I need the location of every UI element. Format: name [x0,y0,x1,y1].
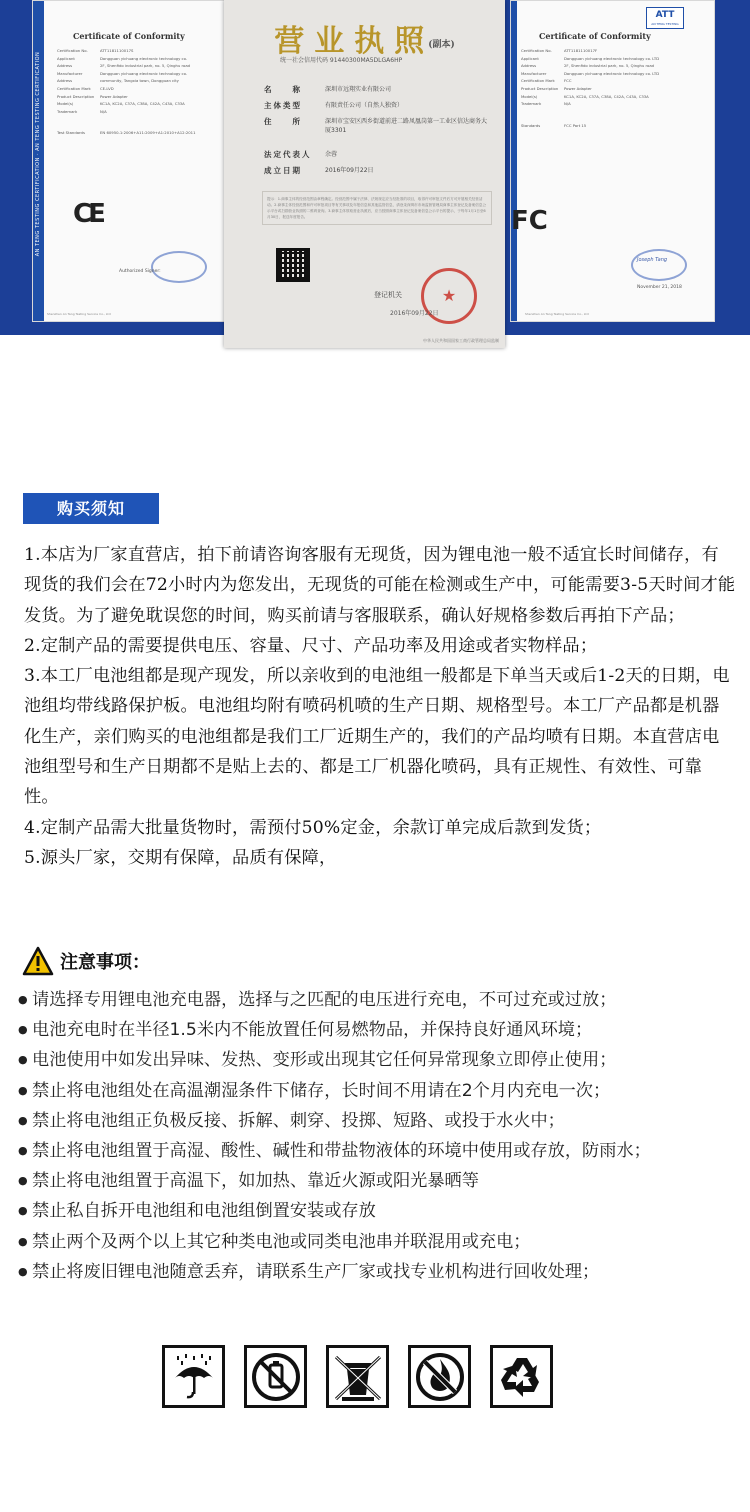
qr-code-icon [276,248,310,282]
field-value: Dongguan yichuang electronic technology co. LTD [564,55,660,61]
att-logo [646,7,684,29]
standards-label: Test Standards [57,130,85,136]
purchase-note-item: 1.本店为厂家直营店，拍下前请咨询客服有无现货，因为锂电池一般不适宜长时间储存，有现货的我们会在72小时内为您发出，无现货的可能在检测或生产中，可能需要3-5天时间才能发货。为了避免耽误您的时间，购买前请与客服联系，确认好规格参数后再拍下产品； [24,545,736,626]
caution-text: 禁止两个及两个以上其它种类电池或同类电池串并联混用或充电； [32,1231,531,1252]
caution-item [18,1196,744,1226]
caution-item [18,985,744,1015]
caution-list [18,985,744,1287]
field-value: N/A [100,108,107,114]
bullet-icon: ● [18,1113,28,1127]
license-field-label: 成立日期 [264,166,302,175]
field-label: Address [57,63,73,69]
bullet-icon: ● [18,1234,28,1248]
field-label: Address [57,78,73,84]
caution-item [18,1076,744,1106]
license-registrar: 登记机关 [374,291,402,299]
att-logo-sub: AN TENG TESTING [651,22,679,26]
license-fields [264,82,491,179]
fcc-mark-logo: FC [511,206,548,236]
license-title-sub: (副本) [428,39,455,50]
field-value: N/A [564,101,571,107]
license-field-row [264,82,491,98]
field-value: community, Tangxia town, Dongguan city [100,78,179,84]
caution-item [18,1136,744,1166]
warning-icon [22,946,54,976]
certificate-field-row [521,47,706,55]
purchase-note-item: 4.定制产品需大批量货物时，需预付50%定金，余款订单完成后款到发货； [24,817,602,838]
certificate-field-row [521,77,706,85]
safety-icons [162,1345,553,1408]
field-label: Product Description [521,85,559,91]
caution-heading [22,946,150,976]
field-value: Dongguan yichuang electronic technology co. [100,70,188,76]
field-label: Certification No. [521,48,552,53]
field-value: 2F, Shenfido industrial park, no. 5, Qinghu road [100,63,191,69]
certificate-field-row [521,70,706,78]
purchase-note-item: 2.定制产品的需要提供电压、容量、尺寸、产品功率及用途或者实物样品； [24,635,598,656]
license-field-row [264,147,491,163]
certificate-stamp [151,251,207,283]
field-label: Trademark [57,108,78,114]
bullet-icon: ● [18,1053,28,1067]
keep-dry-icon [162,1345,225,1408]
license-field-row [264,98,491,114]
bullet-icon: ● [18,1204,28,1218]
field-label: Address [521,63,537,69]
purchase-notes [24,540,736,873]
field-value: Power Adapter [100,93,128,99]
license-field-value: 余蓉 [325,151,338,158]
field-value: 2F, Shenfido industrial park, no. 5, Qinghu road [564,63,655,69]
bullet-icon: ● [18,1264,28,1278]
license-field-label: 名 称 [264,85,302,94]
field-label: Product Description [57,93,95,99]
license-field-row [264,114,491,135]
license-footer: 中华人民共和国国家工商行政管理总局监制 [423,338,499,343]
caution-item [18,1257,744,1287]
caution-text: 禁止将废旧锂电池随意丢弃，请联系生产厂家或找专业机构进行回收处理； [32,1261,600,1282]
certificate-title: Certificate of Conformity [73,31,185,41]
field-label: Trademark [521,101,542,107]
certificate-field-row [521,85,706,93]
certificate-fields [521,47,706,129]
license-field-row [264,163,491,179]
bullet-icon: ● [18,1023,28,1037]
bullet-icon: ● [18,1144,28,1158]
signer-label: Authorized Signer: [119,269,161,274]
caution-text: 禁止将电池组置于高温下，如加热、靠近火源或阳光暴晒等 [32,1171,479,1192]
certificate-field-row [57,108,228,116]
field-value: ATT1181110017F [564,48,598,53]
certificate-footer: Shenzhen An Teng Testing Service Co., Ltd [47,312,111,316]
certificate-field-row [57,77,228,85]
certificate-field-row [57,55,228,63]
certificate-side-strip [33,1,44,321]
license-credit-code: 统一社会信用代码 91440300MA5DLGA6HP [280,57,403,64]
field-value: CE-LVD [100,85,114,91]
no-trash-bin-icon [326,1345,389,1408]
certificate-field-row [57,47,228,55]
license-date: 2016年09月22日 [390,310,439,317]
caution-item [18,1015,744,1045]
certificate-standards-row [57,129,228,137]
purchase-note-item: 3.本工厂电池组都是现产现发，所以亲收到的电池组一般都是下单当天或后1-2天的日期，电池组均带线路保护板。电池组均附有喷码机喷的生产日期、规格型号。本工厂产品都是机器化生产，亲们购买的电池组都是我们工厂近期生产的，我们的产品均喷有日期。本直营店电池组型号和生产日期都不是贴上去的、都是工厂机器化喷码，具有正规性、有效性、可靠性。 [24,666,730,808]
certificate-field-row [521,93,706,101]
field-value: Dongguan yichuang electronic technology co. [100,55,188,61]
att-logo-text: ATT [655,10,675,20]
caution-title: 注意事项： [60,952,150,973]
caution-text: 禁止将电池组置于高湿、酸性、碱性和带盐物液体的环境中使用或存放，防雨水； [32,1141,651,1162]
official-seal-icon: ★ [421,268,477,324]
standards-value: EN 60950-1:2006+A11:2009+A1:2010+A12:2011 [100,130,196,136]
purchase-note-item: 5.源头厂家，交期有保障，品质有保障， [24,847,337,868]
ce-certificate [32,0,237,322]
license-field-label: 主体类型 [264,101,302,110]
field-label: Manufacturer [57,70,83,76]
bullet-icon: ● [18,993,28,1006]
bullet-icon: ● [18,1083,28,1097]
field-label: Certification No. [57,48,88,53]
certificate-field-row [57,100,228,108]
standards-label: Standards [521,122,541,128]
caution-item [18,1106,744,1136]
caution-text: 禁止将电池组正负极反接、拆解、刺穿、投掷、短路、或投于水火中； [32,1110,565,1131]
caution-text: 禁止私自拆开电池组和电池组倒置安装或存放 [32,1201,376,1222]
business-license [224,0,505,348]
caution-item [18,1227,744,1257]
field-label: Model(s) [57,101,74,107]
field-label: Applicant [57,55,75,61]
certificates-banner [0,0,750,343]
certificate-stamp [631,249,687,281]
caution-text: 禁止将电池组处在高温潮湿条件下储存，长时间不用请在2个月内充电一次； [32,1080,611,1101]
signer-name: Joseph Tang [637,257,668,263]
field-value: Power Adapter [564,85,592,91]
certificate-side-strip [511,1,517,321]
caution-text: 电池使用中如发出异味、发热、变形或出现其它任何异常现象立即停止使用； [32,1050,617,1071]
certificate-footer: Shenzhen An Teng Testing Service Co., Ltd [525,312,589,316]
field-value: Dongguan yichuang electronic technology co. LTD [564,70,660,76]
recycle-icon [490,1345,553,1408]
field-value: KC1A, KC2A, C37A, C38A, C42A, C43A, C33A [100,101,185,107]
license-field-value: 有限责任公司（自然人独资） [325,102,404,109]
license-field-label: 法定代表人 [264,150,312,159]
license-title-text: 营业执照 [274,24,435,59]
certificate-field-row [521,100,706,108]
field-value: KC1A, KC2A, C37A, C38A, C42A, C43A, C33A [564,93,649,99]
ce-mark-logo: CE [73,199,102,229]
license-fine-print: 提示：1.商事主体的经营范围由章程确定。经营范围中属于法律、法规规定应当经批准的项目，取得许可审批文件后方可开展相关经营活动。2.商事主体经营范围和许可审批项目等有关事项及年报信息和其他监管信息，请登录深圳市市场监督管理局商事主体登记及备案信息公示平台或扫描营业执照的二维码查询。3.商事主体领取营业执照后，应当按照商事主体登记及备案信息公示平台的提示，于每年1月1日至6月30日，报送年度报告。 [262,191,492,225]
certificate-field-row [57,85,228,93]
signer-date: November 21, 2018 [637,285,682,290]
no-disassemble-icon [244,1345,307,1408]
certificate-field-row [57,62,228,70]
standards-value: FCC Part 15 [564,122,587,128]
field-label: Certification Mark [521,78,555,84]
license-field-value: 深圳市远翔实业有限公司 [325,86,392,93]
certificate-field-row [521,62,706,70]
field-label: Certification Mark [57,85,91,91]
certificate-field-row [521,55,706,63]
certificate-standards-row [521,122,706,130]
certificate-title: Certificate of Conformity [539,31,651,41]
caution-text: 请选择专用锂电池充电器，选择与之匹配的电压进行充电，不可过充或过放； [32,990,617,1010]
fcc-certificate [510,0,715,322]
field-label: Applicant [521,55,539,61]
caution-item [18,1166,744,1196]
license-field-value: 深圳市宝安区西乡街道前进二路凤凰岗第一工业区信达商务大厦3301 [325,118,488,134]
field-label: Model(s) [521,93,538,99]
license-field-label: 住 所 [264,117,302,126]
certificate-fields [57,47,228,137]
certificate-field-row [57,93,228,101]
field-value: FCC [564,78,572,84]
no-fire-icon [408,1345,471,1408]
license-field-value: 2016年09月22日 [325,167,374,174]
bullet-icon: ● [18,1174,28,1188]
caution-item [18,1045,744,1075]
side-strip-text: AN TENG TESTING CERTIFICATION · AN TENG TESTING CERTIFICATION [35,51,41,257]
caution-text: 电池充电时在半径1.5米内不能放置任何易燃物品，并保持良好通风环境； [32,1020,593,1041]
license-title [224,16,505,60]
field-value: ATT1181110017S [100,48,134,53]
field-label: Manufacturer [521,70,547,76]
certificate-field-row [57,70,228,78]
purchase-notes-badge: 购买须知 [23,493,159,524]
